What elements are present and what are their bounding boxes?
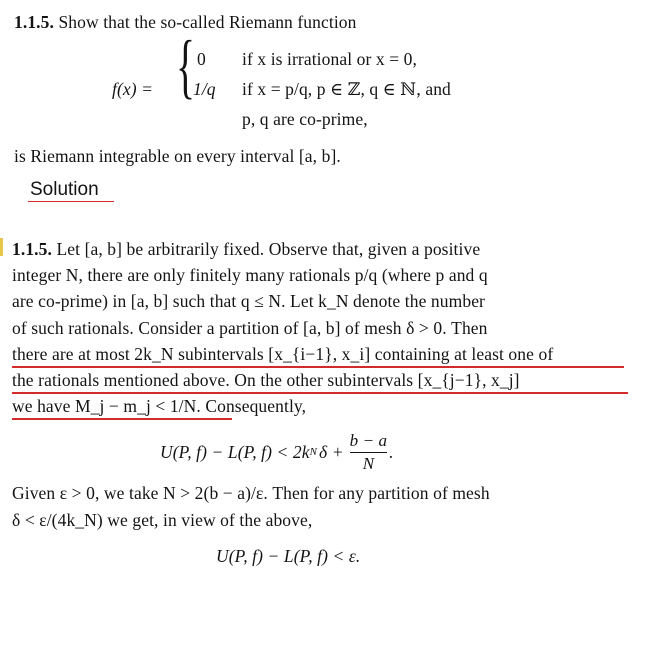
solution-line-4: of such rationals. Consider a partition of [a, b] of mesh δ > 0. Then — [12, 318, 488, 338]
solution-number: 1.1.5. — [12, 239, 52, 259]
solution-line-2: integer N, there are only finitely many rationals p/q (where p and q — [12, 265, 488, 285]
solution-underline — [28, 201, 114, 202]
eq1-numerator: b − a — [349, 430, 388, 450]
eq1-denominator: N — [362, 453, 375, 473]
margin-mark — [0, 238, 3, 256]
solution-line-7: we have M_j − m_j < 1/N. Consequently, — [12, 396, 307, 416]
eq1-mid: δ + — [319, 441, 344, 462]
eq1-lhs: U(P, f) − L(P, f) < 2k — [160, 441, 310, 462]
solution-line-6: the rationals mentioned above. On the other subintervals [x_{j−1}, x_j] — [12, 370, 520, 390]
problem-conclusion: is Riemann integrable on every interval [a, b]. — [14, 146, 341, 166]
equation-1 — [160, 428, 394, 476]
equation-2: U(P, f) − L(P, f) < ε. — [216, 546, 361, 566]
eq1-subscript: N — [309, 446, 318, 458]
eq1-end: . — [389, 441, 394, 462]
solution-line-5: there are at most 2k_N subintervals [x_{i−1}, x_i] containing at least one of — [12, 344, 554, 364]
problem-statement: Show that the so-called Riemann function — [58, 12, 357, 32]
case-2-condition: if x = p/q, p ∈ ℤ, q ∈ ℕ, and — [242, 79, 451, 99]
solution-heading: Solution — [30, 179, 99, 200]
solution-line-1: 1.1.5. Let [a, b] be arbitrarily fixed. Observe that, given a positive — [12, 239, 481, 259]
solution-line-3: are co-prime) in [a, b] such that q ≤ N. Let k_N denote the number — [12, 291, 485, 311]
problem-number: 1.1.5. — [14, 12, 54, 32]
case-3-condition: p, q are co-prime, — [242, 109, 368, 129]
case-1-condition: if x is irrational or x = 0, — [242, 49, 417, 69]
case-1-value: 0 — [197, 49, 206, 69]
left-brace: { — [176, 26, 196, 106]
fraction-bar — [350, 452, 387, 453]
line-6-underline — [12, 392, 628, 394]
function-lhs: f(x) = — [112, 79, 154, 99]
line-7-underline — [12, 418, 232, 420]
solution-line-8: Given ε > 0, we take N > 2(b − a)/ε. Then for any partition of mesh — [12, 483, 490, 503]
solution-line-9: δ < ε/(4k_N) we get, in view of the above, — [12, 510, 313, 530]
line-5-underline — [12, 366, 624, 368]
eq1-fraction — [350, 431, 387, 474]
case-2-value: 1/q — [193, 79, 216, 99]
